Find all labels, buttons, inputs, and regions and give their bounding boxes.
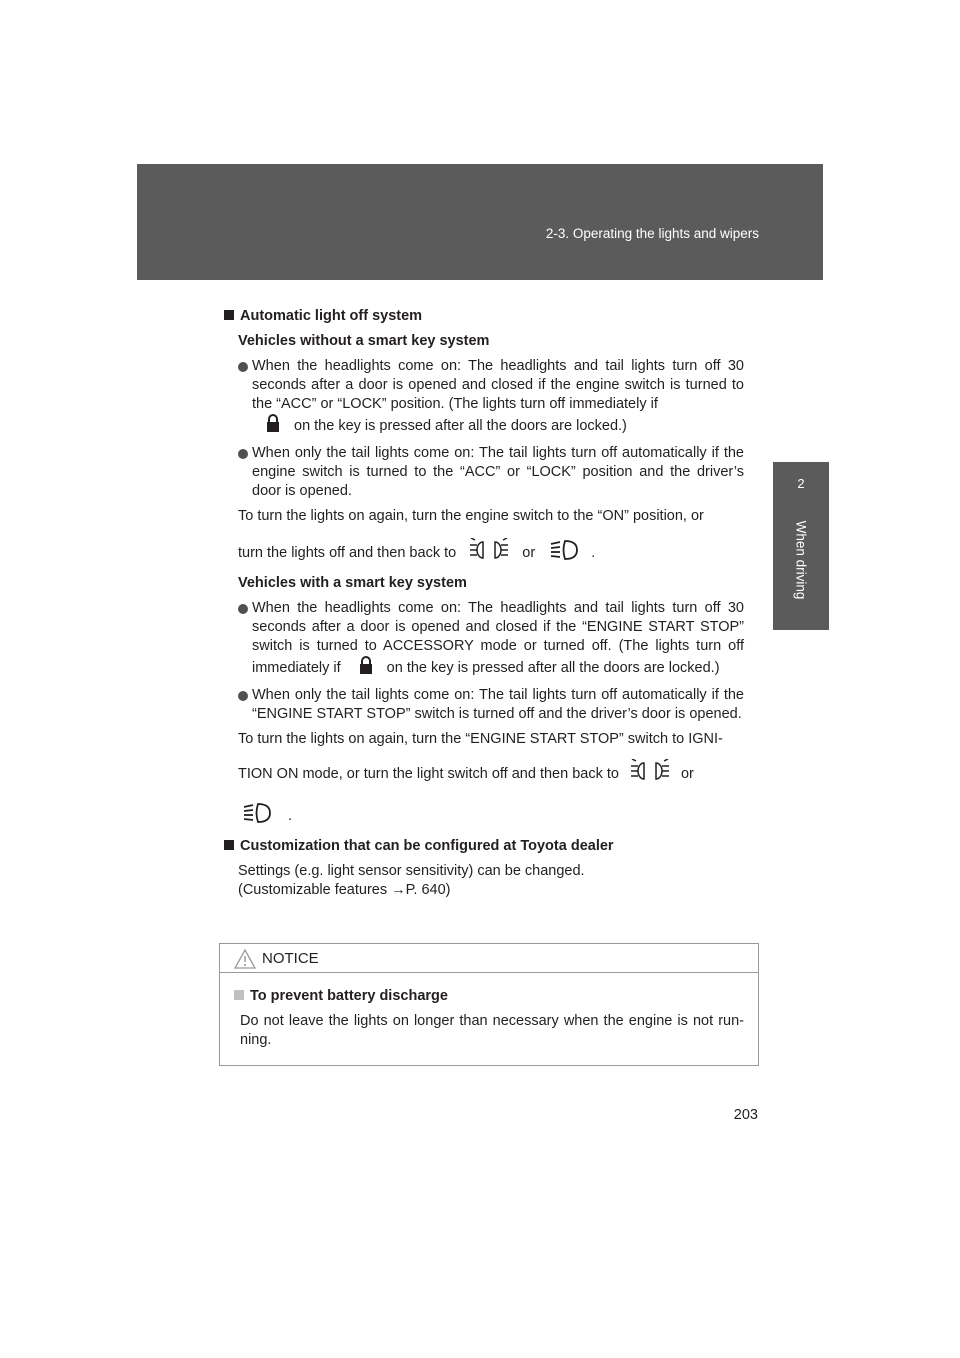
bullet-icon [238, 449, 248, 459]
square-bullet-icon [224, 310, 234, 320]
notice-box [219, 943, 759, 1066]
subheading-no-smart-key: Vehicles without a smart key system [238, 333, 490, 349]
bullet-icon [238, 691, 248, 701]
chapter-label: When driving [793, 520, 809, 600]
list-item: When the headlights come on: The headlights and tail lights turn off 30 seconds after a door is opened and closed if the “ENGINE START STOP” switch is turned to ACCESSORY mode or turned off. (The lights turn off immediately if on the key is pressed after all the doors are locked.) [224, 599, 744, 680]
header-band [137, 164, 823, 280]
notice-text: Do not leave the lights on longer than necessary when the engine is not run-ning. [240, 1013, 744, 1048]
subheading-smart-key: Vehicles with a smart key system [238, 575, 467, 591]
notice-heading: To prevent battery discharge [234, 987, 744, 1006]
lock-icon [266, 414, 280, 438]
square-bullet-icon [234, 990, 244, 1000]
notice-body [220, 973, 758, 1050]
bullet-icon [238, 362, 248, 372]
square-bullet-icon [224, 840, 234, 850]
main-content [224, 307, 744, 906]
chapter-tab [773, 462, 829, 630]
list-item: When only the tail lights come on: The tail lights turn off automatically if the “ENGINE START STOP” switch is turned off and the driver’s door is opened. [224, 686, 744, 724]
bullet-icon [238, 604, 248, 614]
page-number: 203 [733, 1107, 758, 1123]
list-item: When only the tail lights come on: The tail lights turn off automatically if the engine switch is turned to the “ACC” or “LOCK” position and the driver’s door is opened. [224, 444, 744, 501]
tail-light-icon [549, 538, 581, 568]
headlight-icon [470, 538, 508, 568]
paragraph: To turn the lights on again, turn the engine switch to the “ON” position, or turn the lights off and then back to or . [238, 507, 744, 568]
heading-customization: Customization that can be configured at Toyota dealer [224, 837, 744, 856]
notice-title: NOTICE [262, 950, 319, 967]
list-item: When the headlights come on: The headlights and tail lights turn off 30 seconds after a door is opened and closed if the engine switch is turned to the “ACC” or “LOCK” position. (The lights turn off immediately if on the key is pressed after all the doors are locked.) [224, 357, 744, 438]
heading-auto-light-off: Automatic light off system [224, 307, 744, 326]
notice-header [220, 944, 758, 973]
headlight-icon [631, 759, 669, 789]
paragraph: To turn the lights on again, turn the “ENGINE START STOP” switch to IGNI- TION ON mode, or turn the light switch off and then back to or . [238, 730, 744, 831]
section-title: 2-3. Operating the lights and wipers [545, 226, 759, 241]
lock-icon [359, 656, 373, 680]
chapter-number: 2 [797, 476, 805, 491]
tail-light-icon [242, 801, 274, 831]
paragraph: Settings (e.g. light sensor sensitivity) can be changed. (Customizable features →P. 640) [238, 863, 585, 898]
warning-triangle-icon [234, 949, 256, 974]
